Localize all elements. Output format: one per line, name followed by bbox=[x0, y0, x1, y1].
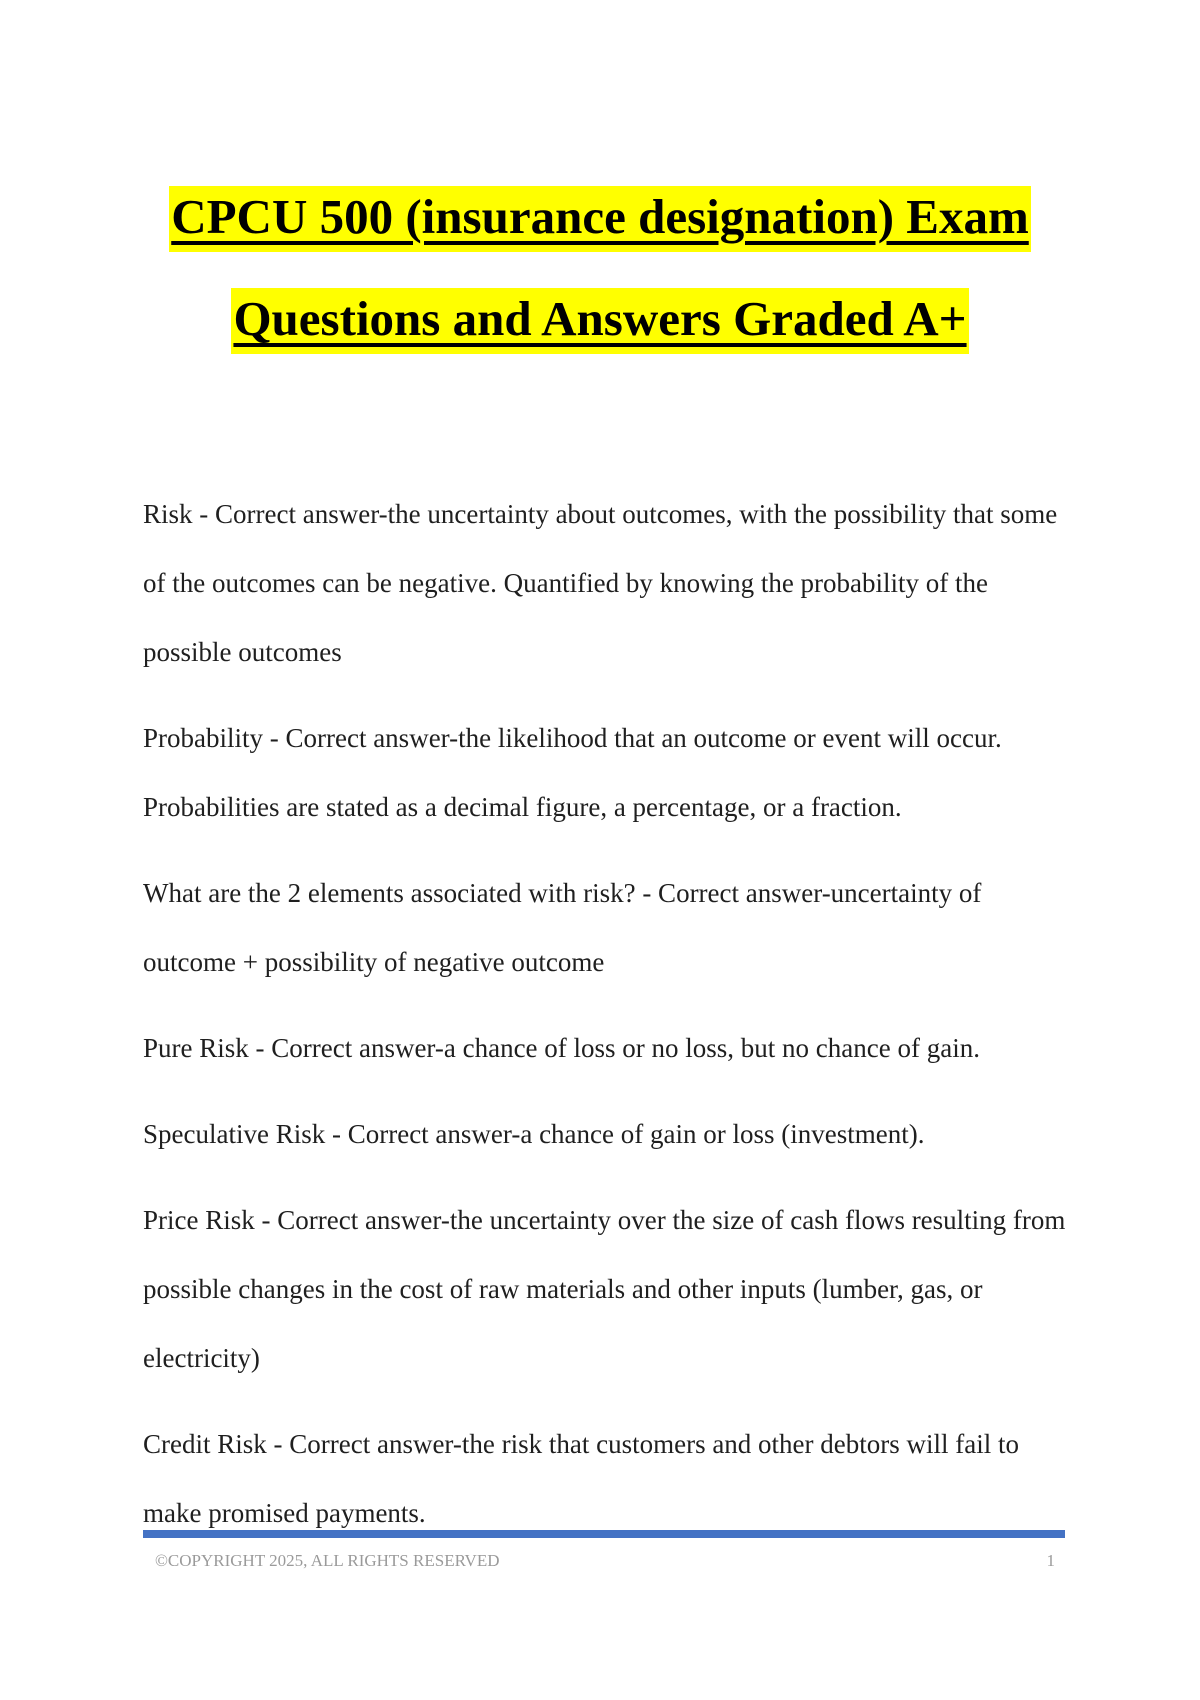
qa-entry-risk-elements: What are the 2 elements associated with risk? - Correct answer-uncertainty of outcome + possibility of negative outcome bbox=[143, 878, 982, 977]
page-number: 1 bbox=[1046, 1551, 1055, 1570]
qa-entry-credit-risk: Credit Risk - Correct answer-the risk that customers and other debtors will fail to make promised payments. bbox=[143, 1429, 1019, 1528]
footer-divider bbox=[143, 1530, 1065, 1538]
copyright-text: ©COPYRIGHT 2025, ALL RIGHTS RESERVED bbox=[155, 1551, 500, 1570]
page-footer bbox=[155, 1551, 1055, 1571]
title-line-1: CPCU 500 (insurance designation) Exam bbox=[169, 186, 1031, 252]
qa-entry-pure-risk: Pure Risk - Correct answer-a chance of loss or no loss, but no chance of gain. bbox=[143, 1033, 980, 1063]
document-title bbox=[0, 186, 1200, 354]
qa-entry-speculative-risk: Speculative Risk - Correct answer-a chance of gain or loss (investment). bbox=[143, 1119, 925, 1149]
qa-entry-probability: Probability - Correct answer-the likelihood that an outcome or event will occur. Probabilities are stated as a decimal figure, a percentage, or a fraction. bbox=[143, 723, 1002, 822]
qa-entry-price-risk: Price Risk - Correct answer-the uncertainty over the size of cash flows resulting from possible changes in the cost of raw materials and other inputs (lumber, gas, or electricity) bbox=[143, 1205, 1066, 1373]
title-line-2: Questions and Answers Graded A+ bbox=[231, 288, 968, 354]
qa-entry-risk: Risk - Correct answer-the uncertainty about outcomes, with the possibility that some of the outcomes can be negative. Quantified by knowing the probability of the possible outcomes bbox=[143, 499, 1058, 667]
qa-list bbox=[143, 480, 1068, 1565]
